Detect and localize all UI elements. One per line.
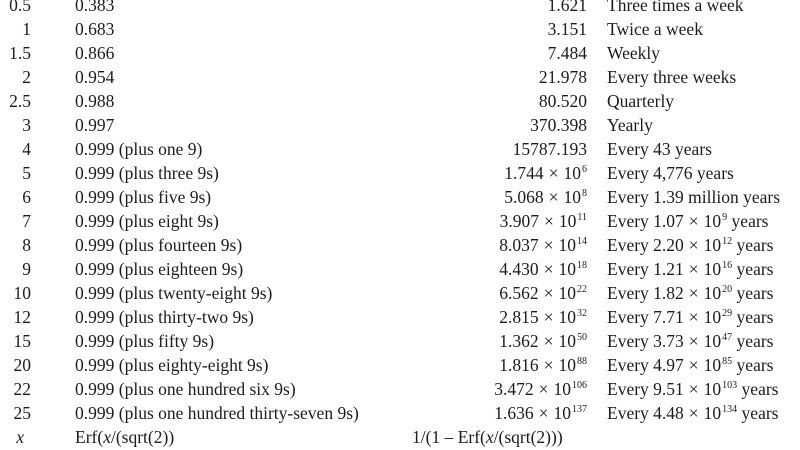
- frequency-label: Three times a week: [607, 0, 744, 15]
- frequency-suffix: years: [731, 211, 769, 231]
- erf-value: 0.999 (plus five 9s): [75, 187, 212, 207]
- table-row: [0, 353, 800, 377]
- times-sign: ×: [543, 307, 554, 327]
- power-base: 10: [553, 379, 571, 399]
- erf-value: 0.999 (plus one 9): [75, 139, 203, 159]
- x-value: 22: [13, 379, 31, 399]
- table-row: [0, 257, 800, 281]
- footer-inv-pre: 1/(1 – Erf(: [412, 427, 486, 447]
- frequency-mantissa: 2.20: [653, 235, 684, 255]
- footer-x-label: x: [16, 427, 24, 447]
- x-value: 20: [13, 355, 31, 375]
- frequency-suffix: years: [736, 331, 774, 351]
- footer-inv-var: x: [485, 427, 494, 447]
- x-value: 10: [13, 283, 31, 303]
- erf-value: 0.999 (plus fourteen 9s): [75, 235, 243, 255]
- x-value: 9: [22, 259, 31, 279]
- table-row: [0, 281, 800, 305]
- x-value: 2: [22, 67, 31, 87]
- inverse-exponent: 32: [577, 308, 587, 319]
- frequency-prefix: Every: [607, 331, 649, 351]
- frequency-exponent: 12: [722, 236, 733, 247]
- frequency-prefix: Every: [607, 403, 649, 423]
- power-base: 10: [703, 379, 722, 399]
- table-row: [0, 41, 800, 65]
- inverse-mantissa: 8.037: [499, 235, 539, 255]
- power-base: 10: [703, 259, 722, 279]
- footer-erf-label: [75, 425, 174, 449]
- power-base: 10: [563, 187, 581, 207]
- frequency-exponent: 9: [722, 212, 728, 223]
- inverse-mantissa: 3.472: [494, 379, 534, 399]
- x-value: 0.5: [9, 0, 31, 15]
- frequency-label: Every 43 years: [607, 139, 712, 159]
- footer-erf-var: x: [103, 427, 111, 447]
- frequency-exponent: 134: [722, 404, 738, 415]
- times-sign: ×: [688, 211, 699, 231]
- power-base: 10: [558, 355, 576, 375]
- frequency-suffix: years: [736, 235, 774, 255]
- inverse-exponent: 88: [577, 356, 587, 367]
- inverse-value: 1.621: [547, 0, 587, 15]
- frequency-suffix: years: [736, 355, 774, 375]
- erf-value: 0.999 (plus thirty-two 9s): [75, 307, 254, 327]
- inverse-mantissa: 5.068: [504, 187, 544, 207]
- inverse-exponent: 6: [582, 164, 587, 175]
- footer-inv-post: /(sqrt(2))): [493, 427, 563, 447]
- frequency-label: Every three weeks: [607, 67, 737, 87]
- footer-inv-label: [412, 425, 563, 449]
- erf-value: 0.997: [75, 115, 115, 135]
- erf-value: 0.988: [75, 91, 115, 111]
- frequency-suffix: years: [736, 259, 774, 279]
- times-sign: ×: [688, 259, 699, 279]
- times-sign: ×: [688, 283, 699, 303]
- inverse-exponent: 11: [577, 212, 587, 223]
- times-sign: ×: [688, 235, 699, 255]
- x-value: 15: [13, 331, 31, 351]
- x-value: 6: [22, 187, 31, 207]
- times-sign: ×: [538, 403, 549, 423]
- times-sign: ×: [548, 163, 559, 183]
- inverse-mantissa: 6.562: [499, 283, 539, 303]
- x-value: 1: [22, 19, 31, 39]
- times-sign: ×: [543, 331, 554, 351]
- frequency-prefix: Every: [607, 355, 649, 375]
- frequency-label: Weekly: [607, 43, 661, 63]
- times-sign: ×: [688, 355, 699, 375]
- erf-value: 0.999 (plus one hundred six 9s): [75, 379, 296, 399]
- frequency-label: Every 4,776 years: [607, 163, 734, 183]
- table-row: [0, 137, 800, 161]
- table-row: [0, 161, 800, 185]
- times-sign: ×: [688, 307, 699, 327]
- power-base: 10: [703, 211, 722, 231]
- times-sign: ×: [543, 259, 554, 279]
- times-sign: ×: [543, 283, 554, 303]
- frequency-suffix: years: [736, 307, 774, 327]
- erf-value: 0.999 (plus one hundred thirty-seven 9s): [75, 403, 359, 423]
- table-row: [0, 113, 800, 137]
- table-row: [0, 329, 800, 353]
- frequency-mantissa: 4.97: [653, 355, 684, 375]
- times-sign: ×: [543, 235, 554, 255]
- inverse-mantissa: 2.815: [499, 307, 539, 327]
- frequency-exponent: 47: [722, 332, 733, 343]
- inverse-exponent: 14: [577, 236, 587, 247]
- frequency-suffix: years: [741, 403, 779, 423]
- power-base: 10: [558, 211, 577, 231]
- erf-value: 0.383: [75, 0, 115, 15]
- x-value: 4: [22, 139, 31, 159]
- frequency-mantissa: 1.07: [653, 211, 684, 231]
- inverse-exponent: 106: [572, 380, 587, 391]
- frequency-prefix: Every: [607, 259, 649, 279]
- inverse-mantissa: 3.907: [499, 211, 539, 231]
- inverse-mantissa: 1.636: [494, 403, 534, 423]
- power-base: 10: [703, 235, 722, 255]
- inverse-mantissa: 1.816: [499, 355, 539, 375]
- erf-value: 0.999 (plus three 9s): [75, 163, 219, 183]
- frequency-label: Yearly: [607, 115, 653, 135]
- frequency-prefix: Every: [607, 235, 649, 255]
- power-base: 10: [703, 331, 722, 351]
- x-value: 1.5: [9, 43, 31, 63]
- x-value: 8: [22, 235, 31, 255]
- frequency-label: Every 1.39 million years: [607, 187, 781, 207]
- erf-value: 0.954: [75, 67, 115, 87]
- table-row: [0, 233, 800, 257]
- inverse-mantissa: 1.362: [499, 331, 539, 351]
- table-row: [0, 401, 800, 425]
- inverse-exponent: 8: [582, 188, 587, 199]
- frequency-suffix: years: [741, 379, 779, 399]
- frequency-exponent: 85: [722, 356, 733, 367]
- frequency-mantissa: 9.51: [653, 379, 684, 399]
- x-value: 2.5: [9, 91, 31, 111]
- inverse-value: 21.978: [538, 67, 587, 87]
- frequency-prefix: Every: [607, 379, 649, 399]
- times-sign: ×: [688, 331, 699, 351]
- power-base: 10: [703, 355, 722, 375]
- erf-value: 0.683: [75, 19, 115, 39]
- power-base: 10: [553, 403, 571, 423]
- table-row: [0, 17, 800, 41]
- frequency-mantissa: 4.48: [653, 403, 684, 423]
- erf-value: 0.866: [75, 43, 115, 63]
- table-row: [0, 377, 800, 401]
- frequency-mantissa: 7.71: [653, 307, 684, 327]
- frequency-mantissa: 1.21: [653, 259, 684, 279]
- times-sign: ×: [688, 379, 699, 399]
- power-base: 10: [703, 283, 722, 303]
- erf-value: 0.999 (plus fifty 9s): [75, 331, 215, 351]
- erf-value: 0.999 (plus eight 9s): [75, 211, 219, 231]
- frequency-label: Twice a week: [607, 19, 703, 39]
- times-sign: ×: [543, 211, 554, 231]
- times-sign: ×: [543, 355, 554, 375]
- frequency-prefix: Every: [607, 283, 649, 303]
- x-value: 3: [22, 115, 31, 135]
- footer-erf-post: /(sqrt(2)): [110, 427, 175, 447]
- x-value: 25: [13, 403, 31, 423]
- table-row: [0, 209, 800, 233]
- power-base: 10: [558, 331, 576, 351]
- frequency-suffix: years: [736, 283, 774, 303]
- inverse-exponent: 137: [572, 404, 587, 415]
- power-base: 10: [563, 163, 581, 183]
- table-row: [0, 65, 800, 89]
- frequency-exponent: 20: [722, 284, 733, 295]
- table-row: [0, 185, 800, 209]
- x-value: 5: [22, 163, 31, 183]
- x-value: 7: [22, 211, 31, 231]
- x-value: 12: [13, 307, 31, 327]
- erf-value: 0.999 (plus twenty-eight 9s): [75, 283, 273, 303]
- inverse-mantissa: 4.430: [499, 259, 539, 279]
- erf-value: 0.999 (plus eighty-eight 9s): [75, 355, 269, 375]
- times-sign: ×: [688, 403, 699, 423]
- frequency-exponent: 29: [722, 308, 733, 319]
- inverse-value: 370.398: [530, 115, 587, 135]
- inverse-value: 7.484: [547, 43, 587, 63]
- frequency-mantissa: 3.73: [653, 331, 684, 351]
- frequency-prefix: Every: [607, 211, 649, 231]
- inverse-value: 3.151: [547, 19, 587, 39]
- power-base: 10: [558, 259, 576, 279]
- times-sign: ×: [538, 379, 549, 399]
- footer-erf-pre: Erf(: [75, 427, 104, 447]
- table-row: [0, 305, 800, 329]
- inverse-exponent: 22: [577, 284, 587, 295]
- frequency-mantissa: 1.82: [653, 283, 684, 303]
- table-footer-row: [0, 425, 800, 449]
- frequency-exponent: 16: [722, 260, 733, 271]
- inverse-value: 15787.193: [512, 139, 587, 159]
- power-base: 10: [558, 283, 576, 303]
- power-base: 10: [558, 235, 576, 255]
- inverse-value: 80.520: [538, 91, 587, 111]
- power-base: 10: [703, 403, 722, 423]
- erf-value: 0.999 (plus eighteen 9s): [75, 259, 244, 279]
- table-row: [0, 0, 800, 17]
- inverse-exponent: 18: [577, 260, 587, 271]
- power-base: 10: [558, 307, 576, 327]
- frequency-prefix: Every: [607, 307, 649, 327]
- frequency-label: Quarterly: [607, 91, 675, 111]
- inverse-exponent: 50: [577, 332, 587, 343]
- inverse-mantissa: 1.744: [504, 163, 544, 183]
- times-sign: ×: [548, 187, 559, 207]
- table-row: [0, 89, 800, 113]
- frequency-exponent: 103: [722, 380, 738, 391]
- power-base: 10: [703, 307, 722, 327]
